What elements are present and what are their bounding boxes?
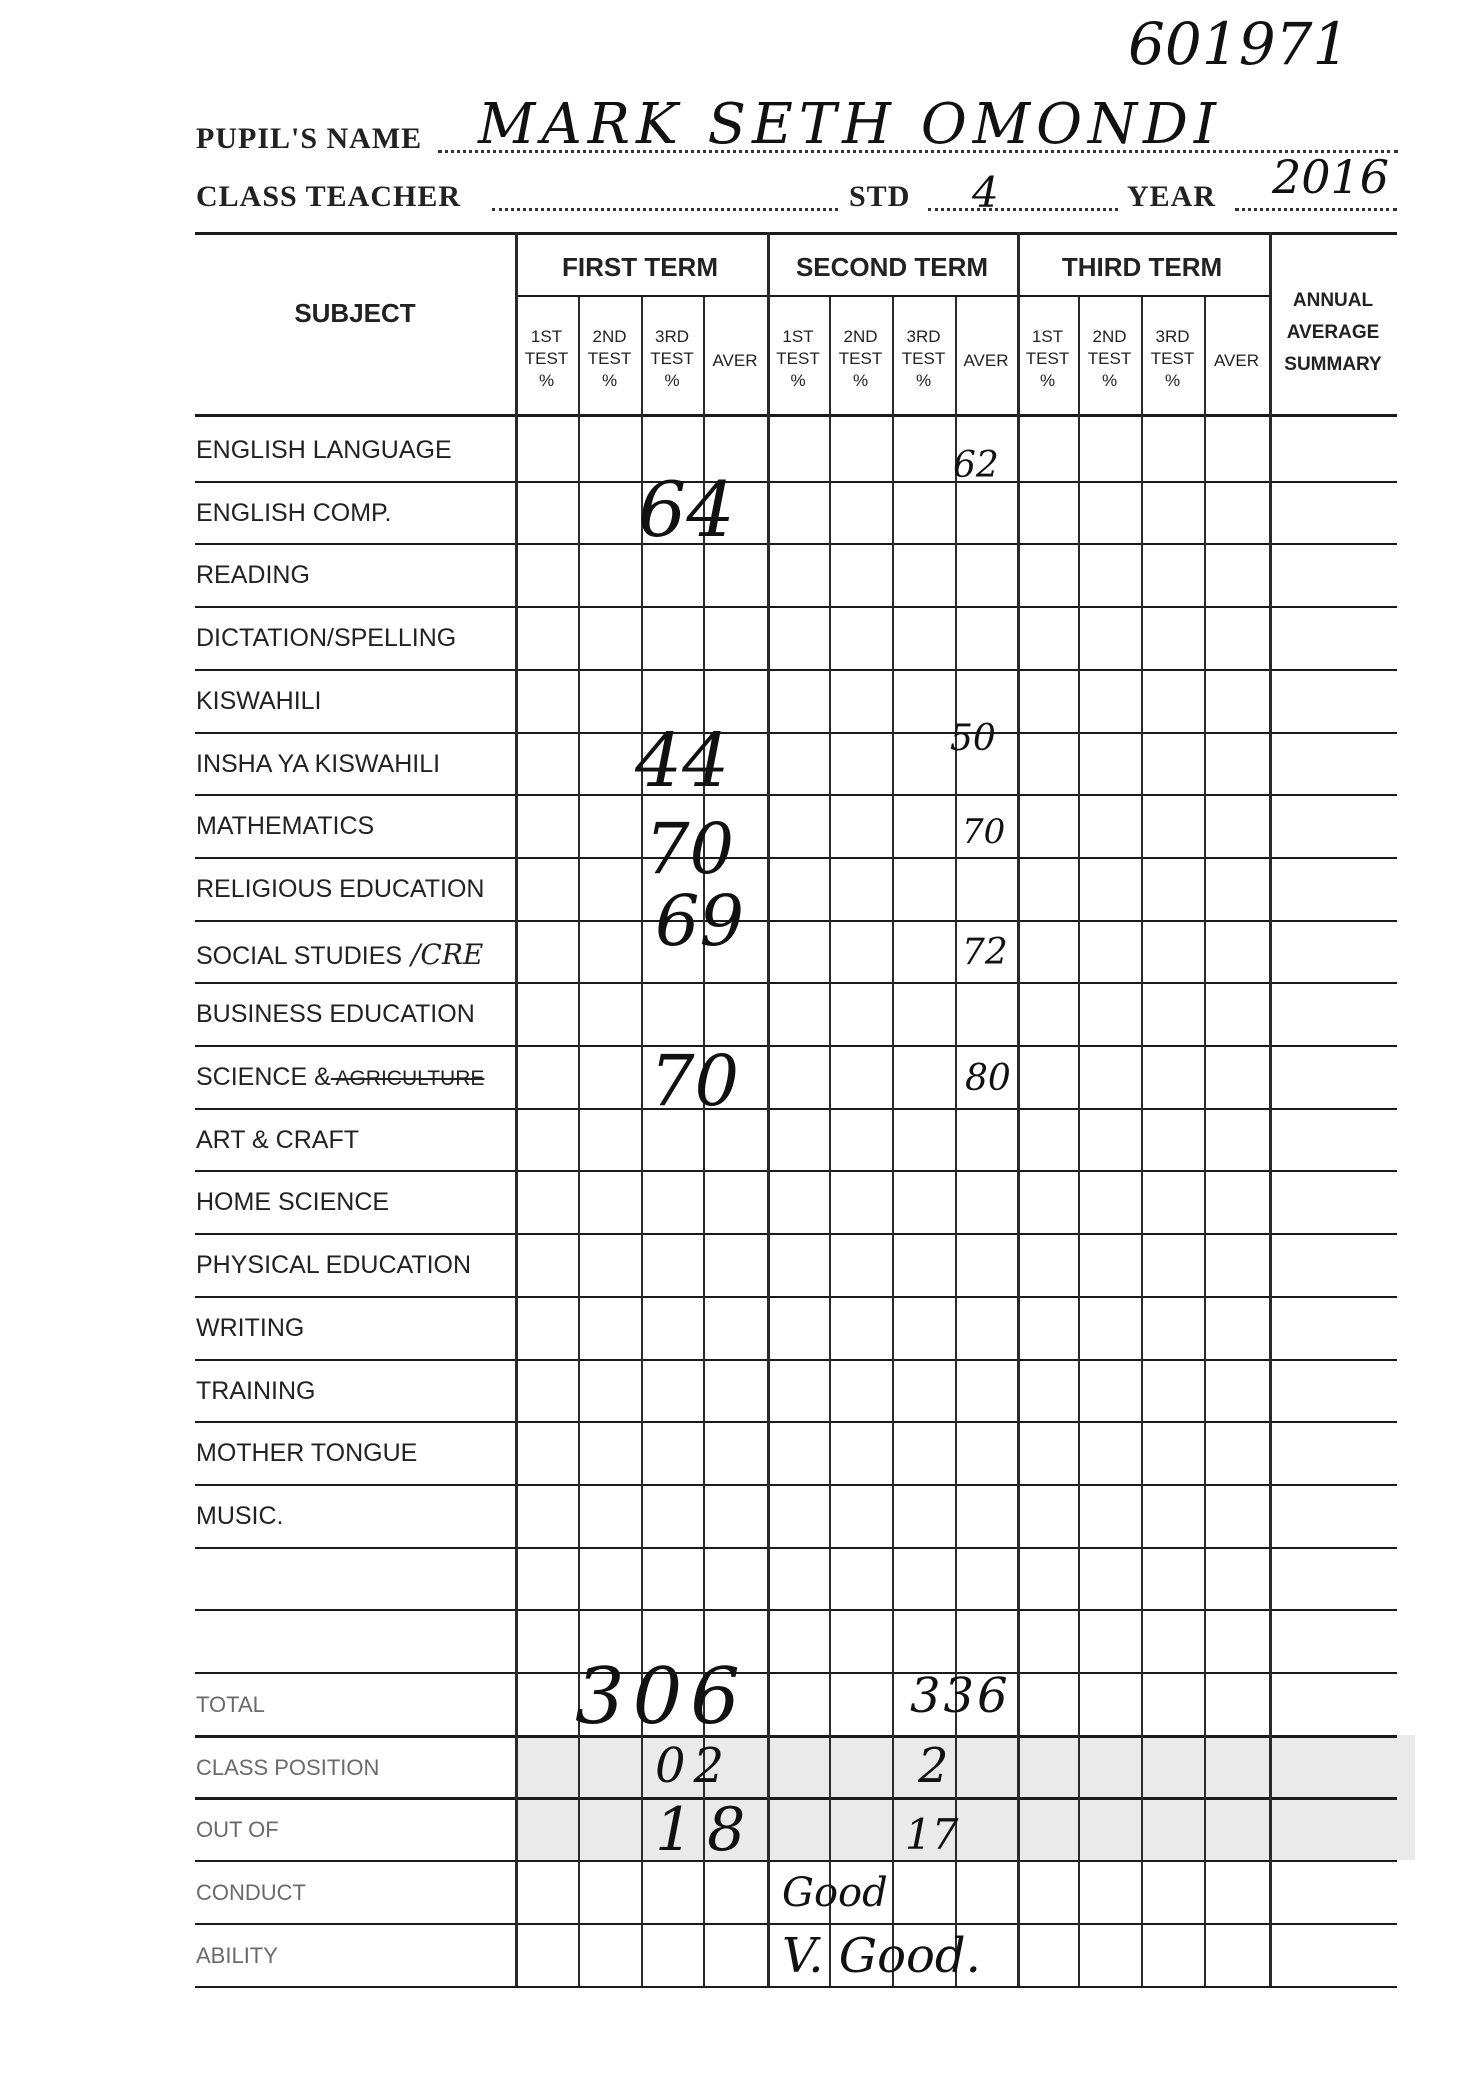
row-line bbox=[195, 543, 1397, 545]
subject-label bbox=[196, 561, 310, 590]
subject-label bbox=[196, 1063, 484, 1092]
second-term-mathematics-score: 70 bbox=[962, 812, 1006, 852]
year-dotted-line bbox=[1235, 208, 1397, 211]
second-term-science-score: 80 bbox=[965, 1058, 1011, 1099]
std-label: STD bbox=[849, 180, 911, 213]
row-line bbox=[195, 1986, 1397, 1988]
subject-name: KISWAHILI bbox=[196, 686, 322, 715]
row-line bbox=[195, 1108, 1397, 1110]
subheader-text: % bbox=[1164, 371, 1181, 390]
subject-name: READING bbox=[196, 561, 310, 590]
subject-label bbox=[196, 750, 440, 779]
subheader-text: TEST bbox=[587, 349, 632, 368]
column-subheader bbox=[1017, 326, 1078, 392]
subheader-text: TEST bbox=[1150, 349, 1195, 368]
subheader-text: % bbox=[790, 371, 806, 390]
summary-row-label: OUT OF bbox=[196, 1817, 279, 1843]
table-top-border bbox=[195, 232, 1397, 235]
subheader-text: 3RD bbox=[654, 327, 689, 346]
first-term-kiswahili-score: 44 bbox=[635, 718, 730, 804]
annual-average-summary-header bbox=[1269, 285, 1397, 381]
row-line bbox=[195, 920, 1397, 922]
subject-label bbox=[196, 687, 322, 716]
subject-label bbox=[196, 1000, 475, 1029]
subheader-text: 1ST bbox=[782, 327, 814, 346]
subject-label bbox=[196, 1377, 315, 1406]
subject-label bbox=[196, 436, 452, 465]
column-line bbox=[515, 232, 518, 1986]
subject-name: WRITING bbox=[196, 1313, 305, 1342]
first-term-class-position: 02 bbox=[655, 1738, 733, 1794]
pupil-name-label: PUPIL'S NAME bbox=[196, 122, 423, 155]
handwritten-subject-note: /CRE bbox=[402, 937, 484, 971]
column-subheader bbox=[829, 326, 892, 392]
column-subheader bbox=[515, 326, 578, 392]
row-line bbox=[195, 1672, 1397, 1674]
first-term-science-score: 70 bbox=[650, 1040, 740, 1122]
subheader-text: TEST bbox=[1087, 349, 1132, 368]
row-line bbox=[195, 1045, 1397, 1047]
summary-header-line: SUMMARY bbox=[1284, 354, 1382, 375]
summary-row-label: ABILITY bbox=[196, 1942, 278, 1968]
year-label: YEAR bbox=[1127, 180, 1217, 213]
second-term-total: 336 bbox=[910, 1668, 1011, 1724]
column-subheader bbox=[955, 350, 1017, 372]
subheader-text: AVER bbox=[963, 351, 1009, 370]
average-header-line: AVERAGE bbox=[1286, 322, 1380, 343]
summary-row-label: CONDUCT bbox=[196, 1880, 306, 1906]
subheader-text: 2ND bbox=[843, 327, 878, 346]
second-term-english-score: 62 bbox=[953, 445, 999, 486]
subheader-text: 1ST bbox=[530, 327, 563, 346]
subheader-text: 1ST bbox=[1031, 327, 1064, 346]
subheader-text: 2ND bbox=[592, 327, 627, 346]
row-line bbox=[195, 1609, 1397, 1611]
column-line bbox=[955, 297, 957, 1986]
row-line bbox=[195, 1547, 1397, 1549]
subject-label bbox=[196, 1188, 389, 1217]
first-term-header: FIRST TERM bbox=[562, 252, 718, 282]
subheader-text: % bbox=[852, 371, 869, 390]
row-line bbox=[195, 1735, 1397, 1738]
column-line bbox=[1204, 297, 1206, 1986]
class-teacher-dotted-line bbox=[492, 208, 838, 211]
row-line bbox=[195, 1233, 1397, 1235]
subheader-text: % bbox=[664, 371, 680, 390]
subheader-text: TEST bbox=[838, 349, 883, 368]
conduct-value: Good bbox=[782, 1870, 888, 1916]
class-teacher-label: CLASS TEACHER bbox=[196, 180, 462, 213]
column-subheader bbox=[703, 350, 767, 372]
year-value: 2016 bbox=[1272, 150, 1390, 204]
second-term-header: SECOND TERM bbox=[795, 252, 989, 282]
subject-name: ENGLISH LANGUAGE bbox=[196, 436, 452, 464]
column-subheader bbox=[767, 326, 829, 392]
first-term-out-of: 18 bbox=[655, 1795, 760, 1865]
second-term-social-studies-score: 72 bbox=[962, 932, 1008, 973]
subject-label bbox=[196, 624, 456, 653]
subject-label bbox=[196, 1251, 471, 1280]
header-bottom-border bbox=[195, 414, 1397, 417]
subheader-text: TEST bbox=[901, 349, 946, 368]
row-line bbox=[195, 481, 1397, 483]
subject-label bbox=[196, 1439, 417, 1468]
subject-label bbox=[196, 875, 484, 904]
column-subheader bbox=[641, 326, 703, 392]
row-line bbox=[195, 1170, 1397, 1172]
std-value: 4 bbox=[972, 168, 999, 217]
subject-name: SCIENCE & bbox=[196, 1063, 331, 1091]
row-line bbox=[195, 606, 1397, 608]
column-line bbox=[1078, 297, 1080, 1986]
summary-row-label: CLASS POSITION bbox=[196, 1754, 380, 1780]
subject-label bbox=[196, 1314, 304, 1343]
row-line bbox=[195, 1860, 1397, 1862]
annual-header-line: ANNUAL bbox=[1292, 290, 1374, 311]
row-line bbox=[195, 732, 1397, 734]
column-subheader bbox=[1141, 326, 1204, 392]
subheader-text: TEST bbox=[524, 349, 569, 368]
subject-name: MATHEMATICS bbox=[196, 812, 375, 841]
row-line bbox=[195, 1923, 1397, 1925]
subject-name: PHYSICAL EDUCATION bbox=[196, 1251, 472, 1280]
first-term-total: 306 bbox=[575, 1652, 748, 1742]
subject-label bbox=[196, 938, 483, 971]
subject-name: INSHA YA KISWAHILI bbox=[196, 749, 441, 778]
second-term-class-position: 2 bbox=[918, 1738, 949, 1794]
column-subheader bbox=[1204, 350, 1269, 372]
subject-name: DICTATION/SPELLING bbox=[196, 624, 457, 653]
column-subheader bbox=[892, 326, 955, 392]
column-line bbox=[1269, 232, 1272, 1986]
subject-label bbox=[196, 499, 391, 528]
subheader-text: 3RD bbox=[906, 327, 941, 346]
row-line bbox=[195, 794, 1397, 796]
first-term-religious-social-score: 69 bbox=[655, 880, 745, 962]
std-dotted-line bbox=[928, 208, 1118, 211]
subheader-text: 3RD bbox=[1155, 327, 1190, 346]
first-term-mathematics-score: 70 bbox=[645, 808, 735, 890]
column-subheader bbox=[578, 326, 641, 392]
subheader-text: TEST bbox=[650, 349, 694, 368]
column-line bbox=[829, 297, 831, 1986]
subheader-text: % bbox=[915, 371, 932, 390]
subject-name: BUSINESS EDUCATION bbox=[196, 1000, 475, 1029]
row-line bbox=[195, 1421, 1397, 1423]
row-line bbox=[195, 1296, 1397, 1298]
subject-header: SUBJECT bbox=[294, 298, 416, 328]
subject-name: HOME SCIENCE bbox=[196, 1188, 390, 1217]
subheader-text: AVER bbox=[712, 351, 758, 370]
subject-label bbox=[196, 1126, 359, 1155]
second-term-out-of: 17 bbox=[905, 1810, 959, 1859]
subheader-text: AVER bbox=[1213, 351, 1260, 370]
subheader-text: TEST bbox=[1025, 349, 1070, 368]
subject-name: MUSIC. bbox=[196, 1501, 284, 1530]
third-term-header: THIRD TERM bbox=[1061, 252, 1223, 282]
subject-name: RELIGIOUS EDUCATION bbox=[196, 874, 485, 903]
subject-name: SOCIAL STUDIES bbox=[196, 941, 403, 970]
subheader-text: % bbox=[1039, 371, 1056, 390]
subheader-text: TEST bbox=[776, 349, 820, 368]
second-term-kiswahili-score: 50 bbox=[950, 718, 996, 759]
row-line bbox=[195, 982, 1397, 984]
row-line bbox=[195, 1484, 1397, 1486]
row-line bbox=[195, 1797, 1397, 1800]
serial-number: 601971 bbox=[1128, 10, 1350, 78]
subject-name: MOTHER TONGUE bbox=[196, 1439, 418, 1468]
subheader-text: % bbox=[538, 371, 555, 390]
row-line bbox=[195, 669, 1397, 671]
subject-name: ART & CRAFT bbox=[196, 1125, 359, 1154]
subheader-text: % bbox=[1101, 371, 1118, 390]
row-line bbox=[195, 857, 1397, 859]
subject-label bbox=[196, 812, 374, 841]
pupil-name-value: MARK SETH OMONDI bbox=[478, 92, 1222, 157]
column-line bbox=[1017, 232, 1020, 1986]
column-line bbox=[767, 232, 770, 1986]
column-line bbox=[892, 297, 894, 1986]
subject-name: TRAINING bbox=[196, 1376, 316, 1405]
column-line bbox=[1141, 297, 1143, 1986]
subject-label bbox=[196, 1502, 284, 1531]
subject-name: ENGLISH COMP. bbox=[196, 498, 392, 527]
struck-subject-text: AGRICULTURE bbox=[330, 1067, 485, 1090]
subheader-text: 2ND bbox=[1092, 327, 1127, 346]
subheader-text: % bbox=[601, 371, 618, 390]
row-line bbox=[195, 1359, 1397, 1361]
summary-row-label: TOTAL bbox=[196, 1692, 265, 1717]
column-subheader bbox=[1078, 326, 1141, 392]
ability-value: V. Good. bbox=[782, 1928, 981, 1984]
first-term-english-score: 64 bbox=[638, 465, 735, 554]
